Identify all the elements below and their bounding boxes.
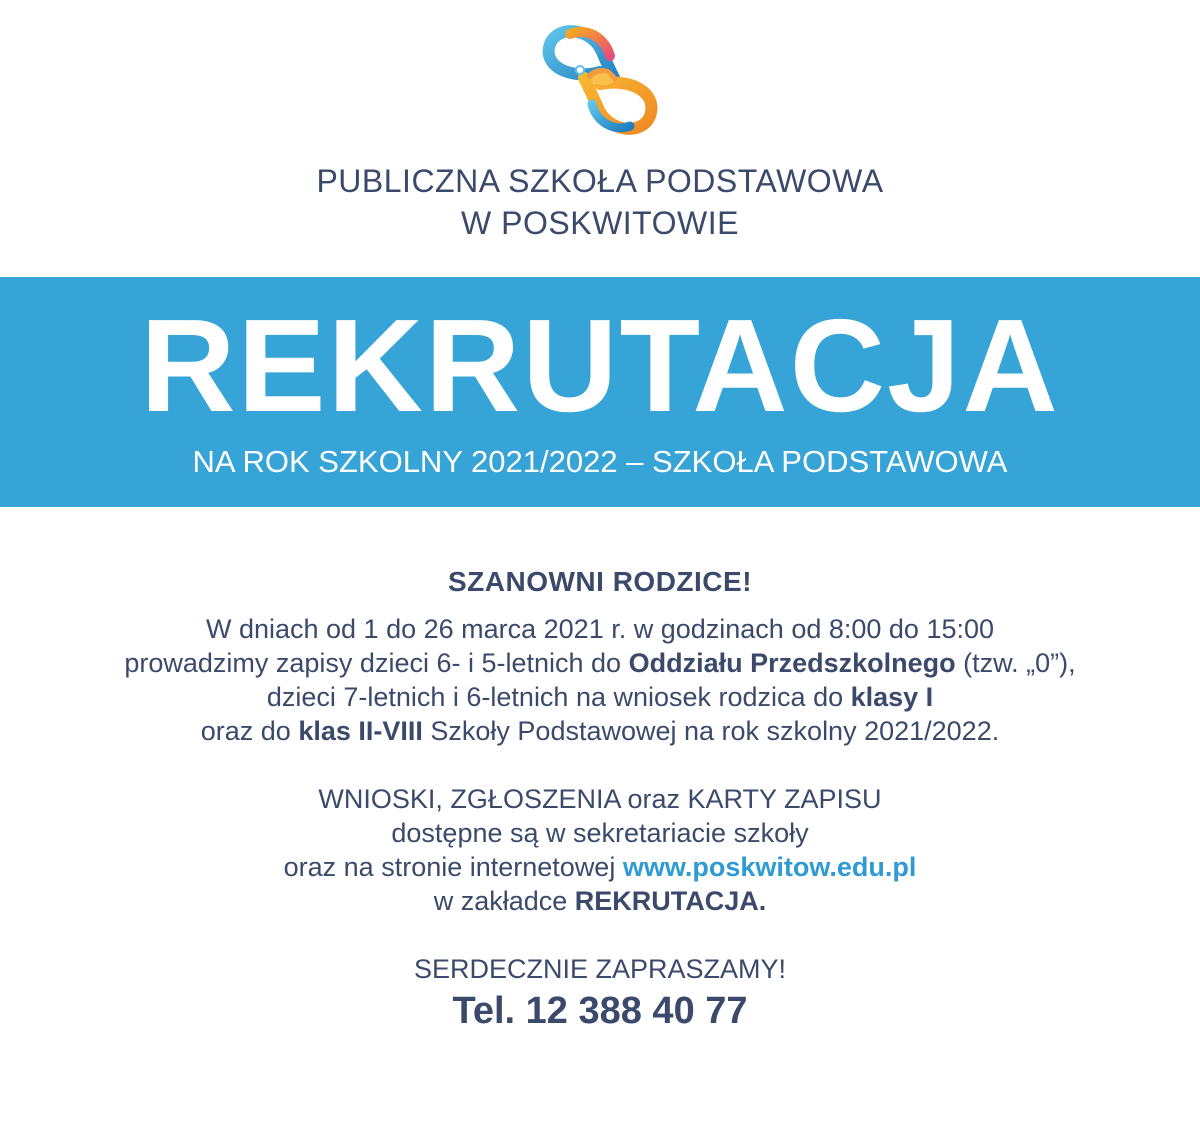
- enrollment-line2-text: prowadzimy zapisy dzieci 6- i 5-letnich do: [124, 648, 629, 678]
- enrollment-line3: [0, 680, 1200, 714]
- enrollment-line2: [0, 646, 1200, 680]
- website-link[interactable]: www.poskwitow.edu.pl: [622, 852, 917, 882]
- enrollment-line4-text: oraz do: [200, 716, 299, 746]
- closing: SERDECZNIE ZAPRASZAMY!: [413, 954, 787, 984]
- class-one-label: klasy I: [850, 682, 934, 712]
- preschool-unit-label: Oddziału Przedszkolnego: [628, 648, 956, 678]
- greeting: SZANOWNI RODZICE!: [447, 566, 753, 597]
- documents-paragraph: [0, 782, 1200, 918]
- documents-line1: WNIOSKI, ZGŁOSZENIA oraz KARTY ZAPISU: [318, 784, 882, 814]
- enrollment-line4-suffix: Szkoły Podstawowej na rok szkolny 2021/2022.: [422, 716, 1000, 746]
- enrollment-line2-suffix: (tzw. „0”),: [955, 648, 1076, 678]
- enrollment-paragraph: [0, 612, 1200, 748]
- phone-number: Tel. 12 388 40 77: [452, 990, 748, 1032]
- documents-line4-text: w zakładce: [433, 886, 575, 916]
- enrollment-line4: [0, 714, 1200, 748]
- school-name-line2: W POSKWITOWIE: [461, 205, 739, 241]
- banner-title: REKRUTACJA: [140, 292, 1060, 439]
- school-name-line1: PUBLICZNA SZKOŁA PODSTAWOWA: [316, 163, 884, 199]
- documents-line3-text: oraz na stronie internetowej: [283, 852, 623, 882]
- documents-line4: [0, 884, 1200, 918]
- documents-line2: dostępne są w sekretariacie szkoły: [391, 818, 809, 848]
- enrollment-line3-text: dzieci 7-letnich i 6-letnich na wniosek rodzica do: [266, 682, 851, 712]
- enrollment-line1: W dniach od 1 do 26 marca 2021 r. w godzinach od 8:00 do 15:00: [205, 614, 995, 644]
- documents-line3: [0, 850, 1200, 884]
- school-name: [0, 160, 1200, 244]
- infinity-hands-logo-icon: [530, 22, 670, 140]
- recruitment-tab-label: REKRUTACJA.: [574, 886, 767, 916]
- classes-label: klas II-VIII: [298, 716, 423, 746]
- announcement-body: [0, 560, 1200, 1034]
- banner-subtitle: NA ROK SZKOLNY 2021/2022 – SZKOŁA PODSTAWOWA: [192, 444, 1008, 479]
